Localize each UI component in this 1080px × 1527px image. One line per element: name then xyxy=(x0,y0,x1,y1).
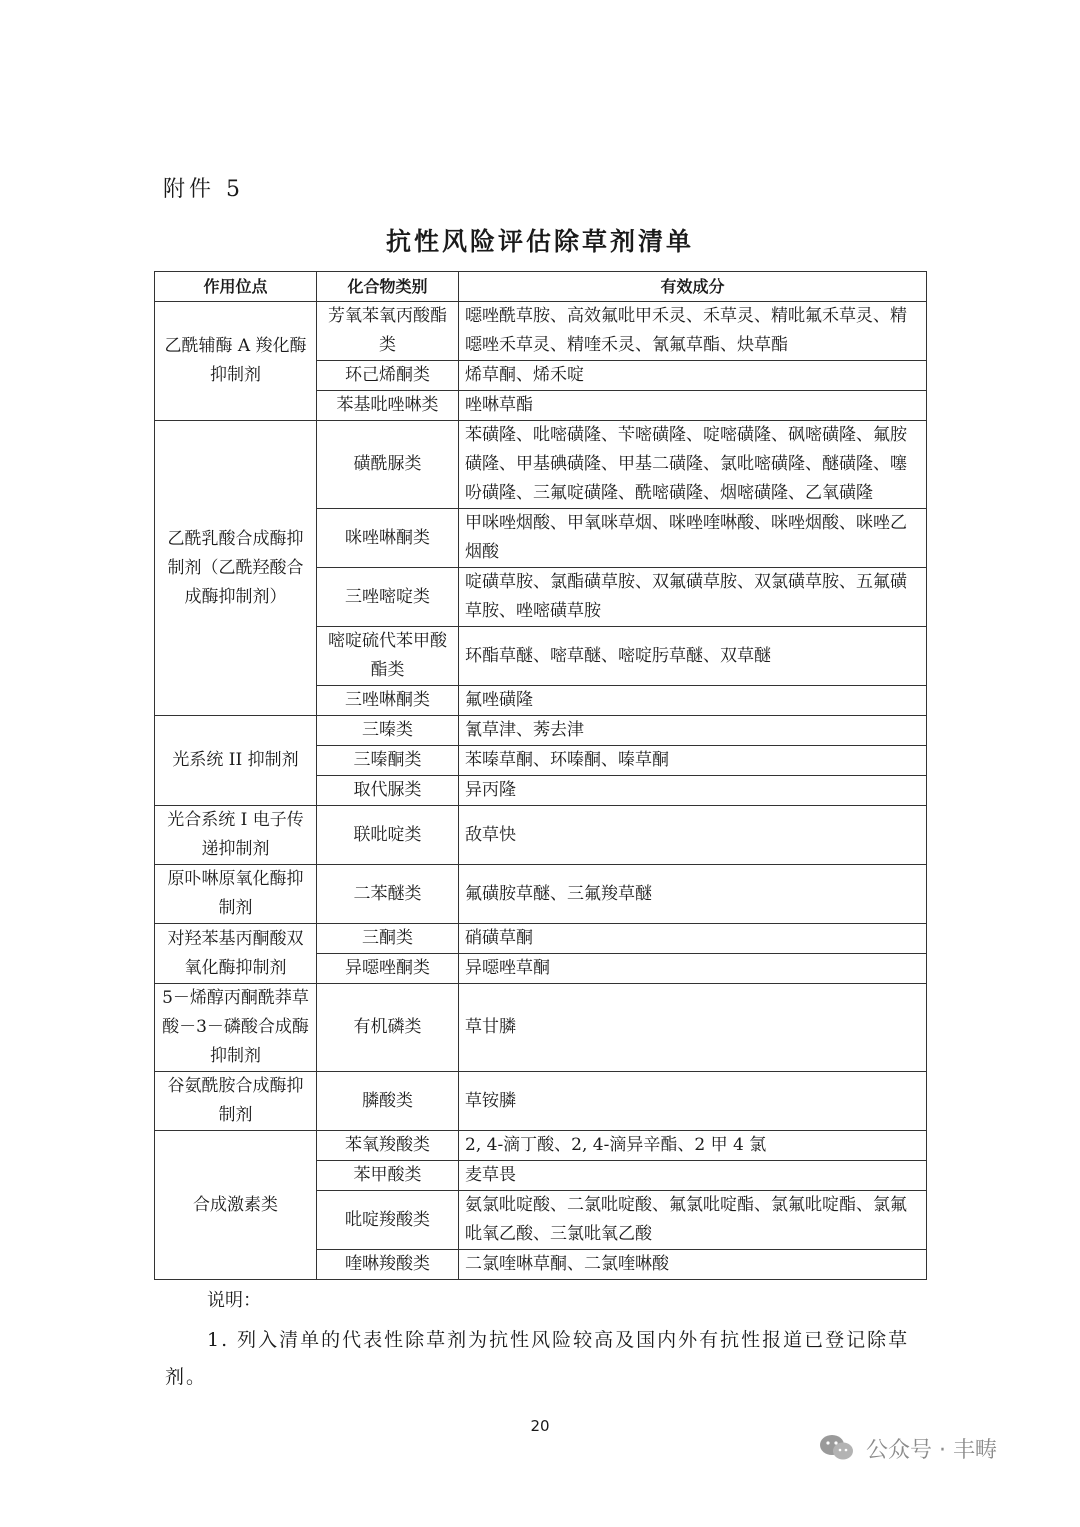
compound-class-cell: 苯氧羧酸类 xyxy=(317,1131,459,1161)
header-active-ingredients: 有效成分 xyxy=(459,272,927,302)
compound-class-cell: 异噁唑酮类 xyxy=(317,954,459,984)
action-site-cell: 谷氨酰胺合成酶抑制剂 xyxy=(155,1072,317,1131)
table-body xyxy=(155,302,927,1280)
action-site-cell: 合成激素类 xyxy=(155,1131,317,1280)
ingredients-cell: 异噁唑草酮 xyxy=(459,954,927,984)
action-site-cell: 光系统 II 抑制剂 xyxy=(155,716,317,806)
compound-class-cell: 联吡啶类 xyxy=(317,806,459,865)
ingredients-cell: 氟磺胺草醚、三氟羧草醚 xyxy=(459,865,927,924)
compound-class-cell: 苯基吡唑啉类 xyxy=(317,391,459,421)
table-row xyxy=(155,924,927,954)
wechat-icon xyxy=(818,1432,856,1464)
attachment-label: 附件 5 xyxy=(163,177,244,202)
compound-class-cell: 三唑啉酮类 xyxy=(317,686,459,716)
ingredients-cell: 苯嗪草酮、环嗪酮、嗪草酮 xyxy=(459,746,927,776)
action-site-cell: 光合系统 I 电子传递抑制剂 xyxy=(155,806,317,865)
ingredients-cell: 2, 4-滴丁酸、2, 4-滴异辛酯、2 甲 4 氯 xyxy=(459,1131,927,1161)
ingredients-cell: 敌草快 xyxy=(459,806,927,865)
note-item: 1. 列入清单的代表性除草剂为抗性风险较高及国内外有抗性报道已登记除草剂。 xyxy=(165,1329,910,1388)
header-action-site: 作用位点 xyxy=(155,272,317,302)
compound-class-cell: 三嗪类 xyxy=(317,716,459,746)
compound-class-cell: 膦酸类 xyxy=(317,1072,459,1131)
table-row xyxy=(155,806,927,865)
compound-class-cell: 有机磷类 xyxy=(317,984,459,1072)
ingredients-cell: 噁唑酰草胺、高效氟吡甲禾灵、禾草灵、精吡氟禾草灵、精噁唑禾草灵、精喹禾灵、氰氟草酯、炔草酯 xyxy=(459,302,927,361)
compound-class-cell: 咪唑啉酮类 xyxy=(317,509,459,568)
compound-class-cell: 磺酰脲类 xyxy=(317,421,459,509)
table-row xyxy=(155,716,927,746)
watermark-text: 公众号 · 丰畴 xyxy=(866,1437,997,1463)
action-site-cell: 乙酰乳酸合成酶抑制剂（乙酰羟酸合成酶抑制剂） xyxy=(155,421,317,716)
action-site-cell: 乙酰辅酶 A 羧化酶抑制剂 xyxy=(155,302,317,421)
ingredients-cell: 草铵膦 xyxy=(459,1072,927,1131)
compound-class-cell: 芳氧苯氧丙酸酯类 xyxy=(317,302,459,361)
compound-class-cell: 三嗪酮类 xyxy=(317,746,459,776)
table-row xyxy=(155,1131,927,1161)
table-header-row xyxy=(155,272,927,302)
table-row xyxy=(155,1072,927,1131)
compound-class-cell: 嘧啶硫代苯甲酸酯类 xyxy=(317,627,459,686)
action-site-cell: 原卟啉原氧化酶抑制剂 xyxy=(155,865,317,924)
herbicide-table xyxy=(154,271,927,1280)
compound-class-cell: 喹啉羧酸类 xyxy=(317,1250,459,1280)
ingredients-cell: 麦草畏 xyxy=(459,1161,927,1191)
table-row xyxy=(155,302,927,361)
ingredients-cell: 二氯喹啉草酮、二氯喹啉酸 xyxy=(459,1250,927,1280)
table-row xyxy=(155,984,927,1072)
ingredients-cell: 氰草津、莠去津 xyxy=(459,716,927,746)
ingredients-cell: 啶磺草胺、氯酯磺草胺、双氟磺草胺、双氯磺草胺、五氟磺草胺、唑嘧磺草胺 xyxy=(459,568,927,627)
table-row xyxy=(155,421,927,509)
ingredients-cell: 苯磺隆、吡嘧磺隆、苄嘧磺隆、啶嘧磺隆、砜嘧磺隆、氟胺磺隆、甲基碘磺隆、甲基二磺隆、氯吡嘧磺隆、醚磺隆、噻吩磺隆、三氟啶磺隆、酰嘧磺隆、烟嘧磺隆、乙氧磺隆 xyxy=(459,421,927,509)
compound-class-cell: 二苯醚类 xyxy=(317,865,459,924)
ingredients-cell: 硝磺草酮 xyxy=(459,924,927,954)
document-title: 抗性风险评估除草剂清单 xyxy=(385,227,694,256)
ingredients-cell: 草甘膦 xyxy=(459,984,927,1072)
compound-class-cell: 吡啶羧酸类 xyxy=(317,1191,459,1250)
notes-title: 说明： xyxy=(207,1290,261,1311)
header-compound-class: 化合物类别 xyxy=(317,272,459,302)
page-number: 20 xyxy=(530,1417,550,1435)
action-site-cell: 5－烯醇丙酮酰莽草酸－3－磷酸合成酶抑制剂 xyxy=(155,984,317,1072)
compound-class-cell: 苯甲酸类 xyxy=(317,1161,459,1191)
ingredients-cell: 环酯草醚、嘧草醚、嘧啶肟草醚、双草醚 xyxy=(459,627,927,686)
compound-class-cell: 取代脲类 xyxy=(317,776,459,806)
compound-class-cell: 三酮类 xyxy=(317,924,459,954)
ingredients-cell: 烯草酮、烯禾啶 xyxy=(459,361,927,391)
compound-class-cell: 三唑嘧啶类 xyxy=(317,568,459,627)
action-site-cell: 对羟苯基丙酮酸双氧化酶抑制剂 xyxy=(155,924,317,984)
ingredients-cell: 异丙隆 xyxy=(459,776,927,806)
watermark xyxy=(818,1428,997,1468)
table-row xyxy=(155,865,927,924)
ingredients-cell: 唑啉草酯 xyxy=(459,391,927,421)
ingredients-cell: 甲咪唑烟酸、甲氧咪草烟、咪唑喹啉酸、咪唑烟酸、咪唑乙烟酸 xyxy=(459,509,927,568)
ingredients-cell: 氟唑磺隆 xyxy=(459,686,927,716)
ingredients-cell: 氨氯吡啶酸、二氯吡啶酸、氟氯吡啶酯、氯氟吡啶酯、氯氟吡氧乙酸、三氯吡氧乙酸 xyxy=(459,1191,927,1250)
compound-class-cell: 环己烯酮类 xyxy=(317,361,459,391)
